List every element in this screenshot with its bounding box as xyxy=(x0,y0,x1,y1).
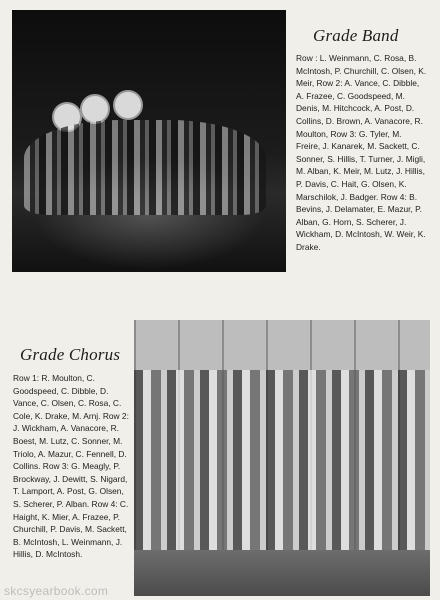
floor xyxy=(134,550,430,596)
sousaphone-bell xyxy=(113,90,143,120)
chorus-photo xyxy=(134,320,430,596)
band-caption: Row : L. Weinmann, C. Rosa, B. McIntosh, P. Churchill, C. Olsen, K. Meir, Row 2: A. Vance, C. Dibble, A. Frazee, C. Goodspeed, M. Denis, M. Hitchcock, A. Post, D. Collins, D. Brown, A. Vanacore, R. Moulton, Row 3: G. Tyler, M. Freire, J. Kanarek, M. Sackett, C. Sonner, S. Hillis, T. Turner, J. Migli, M. Alban, K. Meir, M. Lutz, J. Hillis, P. Davis, C. Hait, G. Olsen, K. Marschilok, J. Badger. Row 4: B. Bevins, J. Delamater, E. Mazur, P. Alban, G. Horn, S. Scherer, J. Wickham, D. McIntosh, W. Weir, K. Drake. xyxy=(296,53,427,252)
band-photo xyxy=(12,10,286,272)
watermark: skcsyearbook.com xyxy=(4,584,109,598)
chorus-caption: Row 1: R. Moulton, C. Goodspeed, C. Dibble, D. Vance, C. Olsen, C. Rosa, C. Cole, K. Drake, M. Arnj. Row 2: J. Wickham, A. Vanacore, R. Boest, M. Lutz, C. Sonner, M. Triolo, A. Mazur, C. Fennell, D. Collins. Row 3: G. Meagly, P. Brockway, J. Dewitt, S. Nigard, T. Lamport, A. Post, G. Olsen, S. Scherer, P. Alban. Row 4: C. Haight, K. Mier, A. Frazee, P. Churchill, P. Davis, M. Sackett, B. McIntosh, L. Weinmann, J. Hillis, D. McIntosh. xyxy=(13,373,129,560)
band-members xyxy=(24,120,266,215)
band-title: Grade Band xyxy=(313,26,399,45)
chorus-title: Grade Chorus xyxy=(20,345,121,364)
